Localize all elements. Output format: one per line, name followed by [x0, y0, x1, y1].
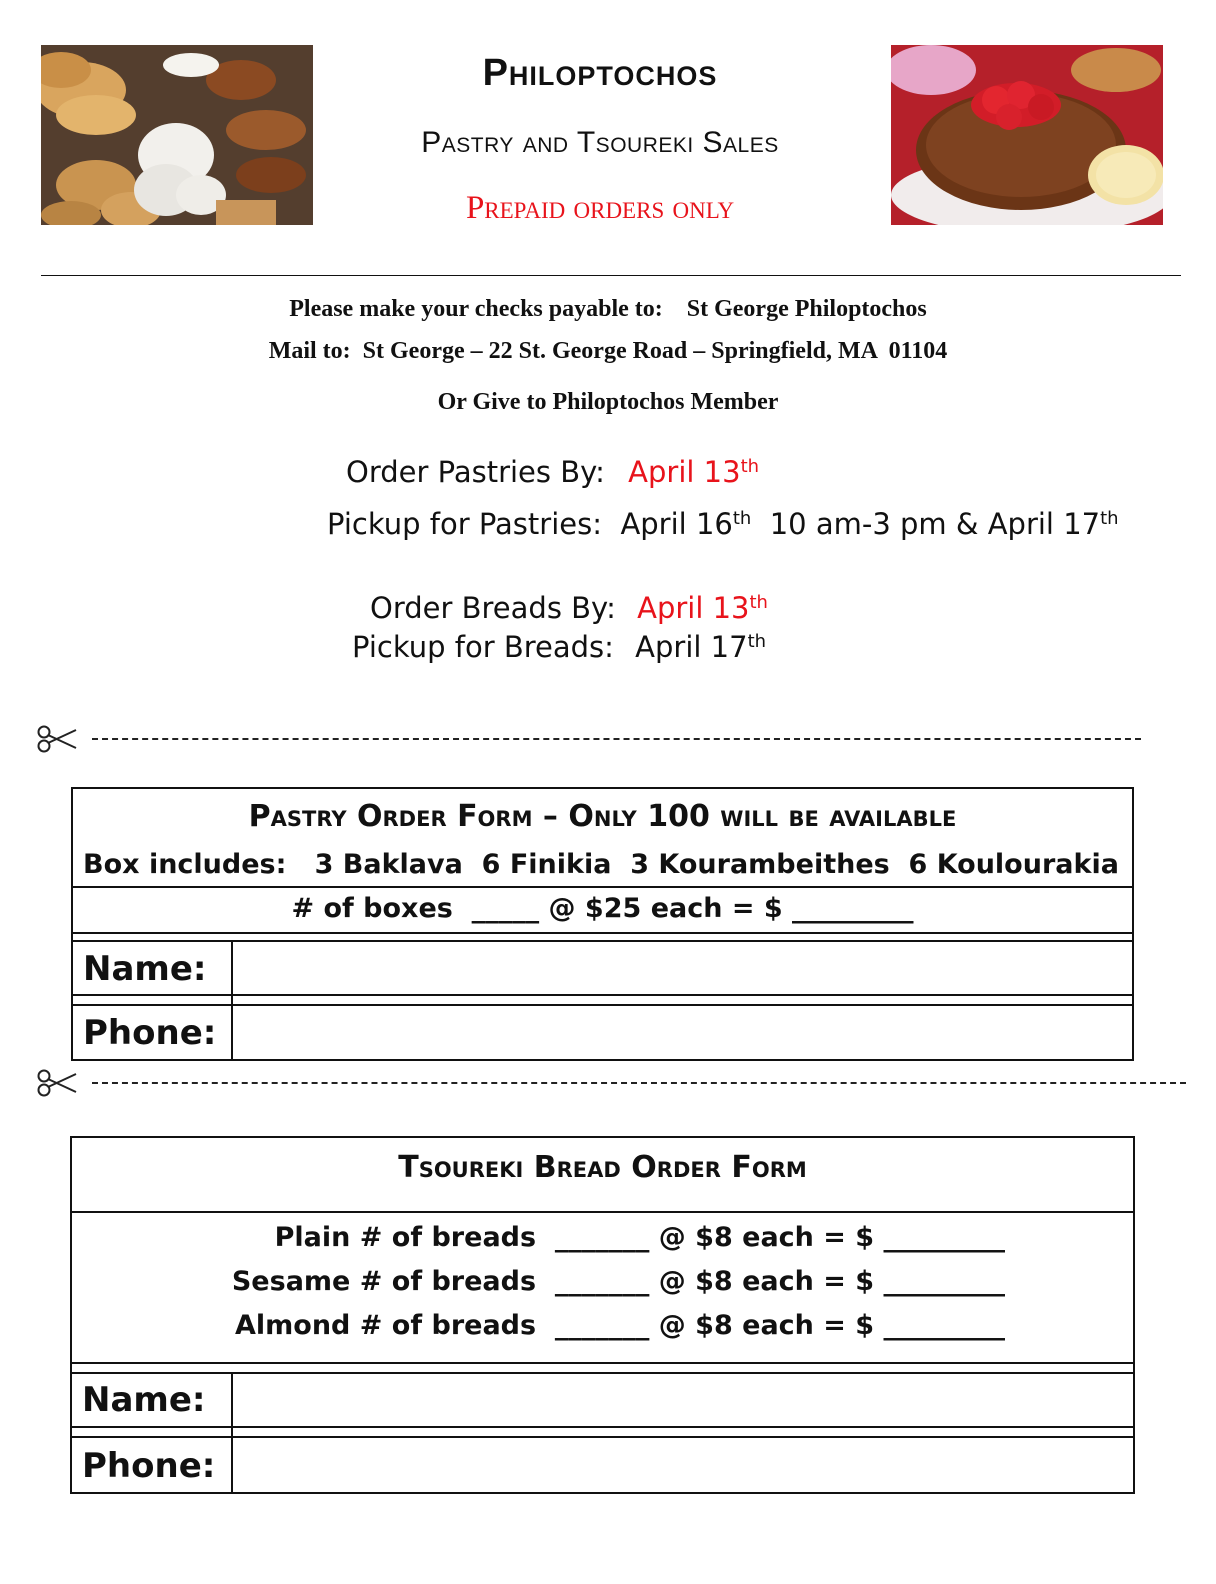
cut-line-2 [36, 1066, 1186, 1100]
scissors-icon [36, 1068, 80, 1098]
dashed-cut-line [92, 1082, 1186, 1084]
name-phone-divider [231, 940, 233, 1059]
checks-payable-line: Please make your checks payable to: St George Philoptochos [289, 296, 927, 322]
pastry-phone-label: Phone: [83, 1013, 217, 1053]
pickup-breads-label: Pickup for Breads: [352, 630, 614, 664]
bread-phone-field[interactable] [235, 1438, 1131, 1492]
box-includes: Box includes: 3 Baklava 6 Finikia 3 Kourambeithes 6 Koulourakia [83, 849, 1119, 880]
almond-bread-line[interactable]: Almond # of breads _______ @ $8 each = $ _________ [234, 1310, 1005, 1341]
prepaid-notice: Prepaid orders only [465, 190, 735, 226]
bread-name-label: Name: [82, 1380, 206, 1420]
order-pastries-label: Order Pastries By: [346, 455, 605, 489]
cut-line-1 [36, 722, 1141, 756]
order-pastries-date: April 13th [628, 455, 759, 489]
pastry-order-form [71, 787, 1134, 1061]
order-breads-label: Order Breads By: [370, 591, 616, 625]
pastry-phone-field[interactable] [235, 1006, 1130, 1059]
pickup-breads-row [352, 630, 766, 664]
bread-name-field[interactable] [235, 1374, 1131, 1424]
org-title: Philoptochos [482, 52, 718, 94]
sales-subtitle: Pastry and Tsoureki Sales [421, 126, 779, 159]
order-breads-date: April 13th [637, 591, 768, 625]
bread-phone-label: Phone: [82, 1446, 216, 1486]
order-pastries-row [346, 455, 759, 489]
order-breads-row [370, 591, 768, 625]
plain-bread-line[interactable]: Plain # of breads _______ @ $8 each = $ _________ [274, 1222, 1005, 1253]
header-divider [41, 275, 1181, 276]
give-member-line: Or Give to Philoptochos Member [437, 389, 779, 415]
pastry-name-field[interactable] [235, 942, 1130, 992]
pickup-pastries-row [327, 507, 1119, 541]
bread-name-phone-divider [231, 1372, 233, 1492]
pickup-pastries-date: April 16th 10 am-3 pm & April 17th [620, 507, 1119, 541]
pastries-photo [41, 45, 313, 225]
bread-form-title: Tsoureki Bread Order Form [398, 1150, 807, 1185]
pastry-form-title: Pastry Order Form – Only 100 will be available [248, 799, 957, 834]
bread-quantity-lines [232, 1216, 1005, 1348]
mail-to-line: Mail to: St George – 22 St. George Road – Springfield, MA 01104 [268, 338, 948, 364]
tsoureki-photo [891, 45, 1163, 225]
bread-order-form [70, 1136, 1135, 1494]
sesame-bread-line[interactable]: Sesame # of breads _______ @ $8 each = $ _________ [231, 1266, 1005, 1297]
pastry-name-label: Name: [83, 949, 207, 989]
pickup-pastries-label: Pickup for Pastries: [327, 507, 602, 541]
pickup-breads-date: April 17th [635, 630, 766, 664]
boxes-quantity-line[interactable]: # of boxes _____ @ $25 each = $ _________ [291, 893, 914, 924]
scissors-icon [36, 724, 80, 754]
dashed-cut-line [92, 738, 1141, 740]
